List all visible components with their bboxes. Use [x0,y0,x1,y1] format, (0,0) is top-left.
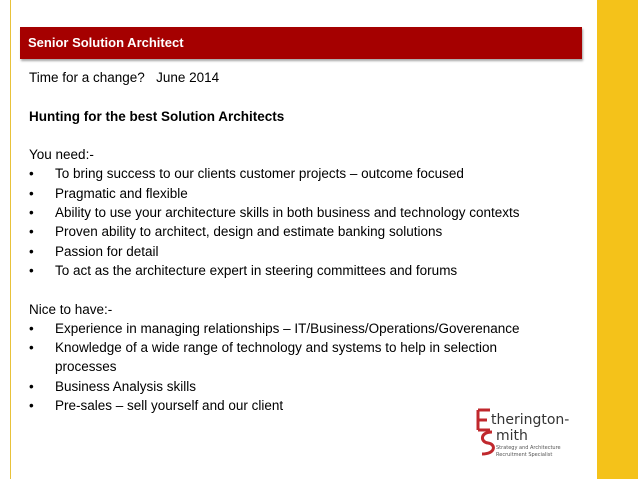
page-title: Senior Solution Architect [28,35,184,50]
bullet-icon: • [29,398,34,414]
list-item: • Business Analysis skills [29,377,589,396]
logo-tagline-1: Strategy and Architecture [496,445,561,451]
list-item: • Proven ability to architect, design and estimate banking solutions [29,222,589,241]
logo-name-top: therington- [491,412,570,428]
right-accent-bar [597,0,638,479]
list-item: • Pragmatic and flexible [29,184,589,203]
bullet-icon: • [29,320,34,336]
bullet-icon: • [29,340,34,356]
intro-line: Time for a change? June 2014 [29,70,220,85]
title-bar [20,27,582,59]
list-item: • Knowledge of a wide range of technology and systems to help in selection [29,338,589,357]
bullet-icon: • [29,243,34,259]
bullet-icon: • [29,262,34,278]
bullet-icon: • [29,185,34,201]
list-item: • Experience in managing relationships – IT/Business/Operations/Goverenance [29,319,589,338]
nice-heading: Nice to have:- [29,301,113,317]
logo-tagline-2: Recruitment Specialist [496,452,553,458]
left-border-line [10,0,11,479]
list-item-continuation: processes [55,359,117,375]
subheading: Hunting for the best Solution Architects [29,108,285,124]
list-item: • To act as the architecture expert in steering committees and forums [29,261,589,280]
list-item: • Pre-sales – sell yourself and our client [29,396,589,415]
logo-name-bottom: mith [496,428,528,444]
job-description [29,68,589,415]
bullet-icon: • [29,378,34,394]
bullet-icon: • [29,224,34,240]
etherington-smith-logo [476,408,586,464]
list-item: • Ability to use your architecture skills in both business and technology contexts [29,203,589,222]
bullet-icon: • [29,166,34,182]
list-item: • To bring success to our clients customer projects – outcome focused [29,164,589,183]
needs-heading: You need:- [29,147,94,163]
bullet-icon: • [29,205,34,221]
list-item: • Passion for detail [29,242,589,261]
